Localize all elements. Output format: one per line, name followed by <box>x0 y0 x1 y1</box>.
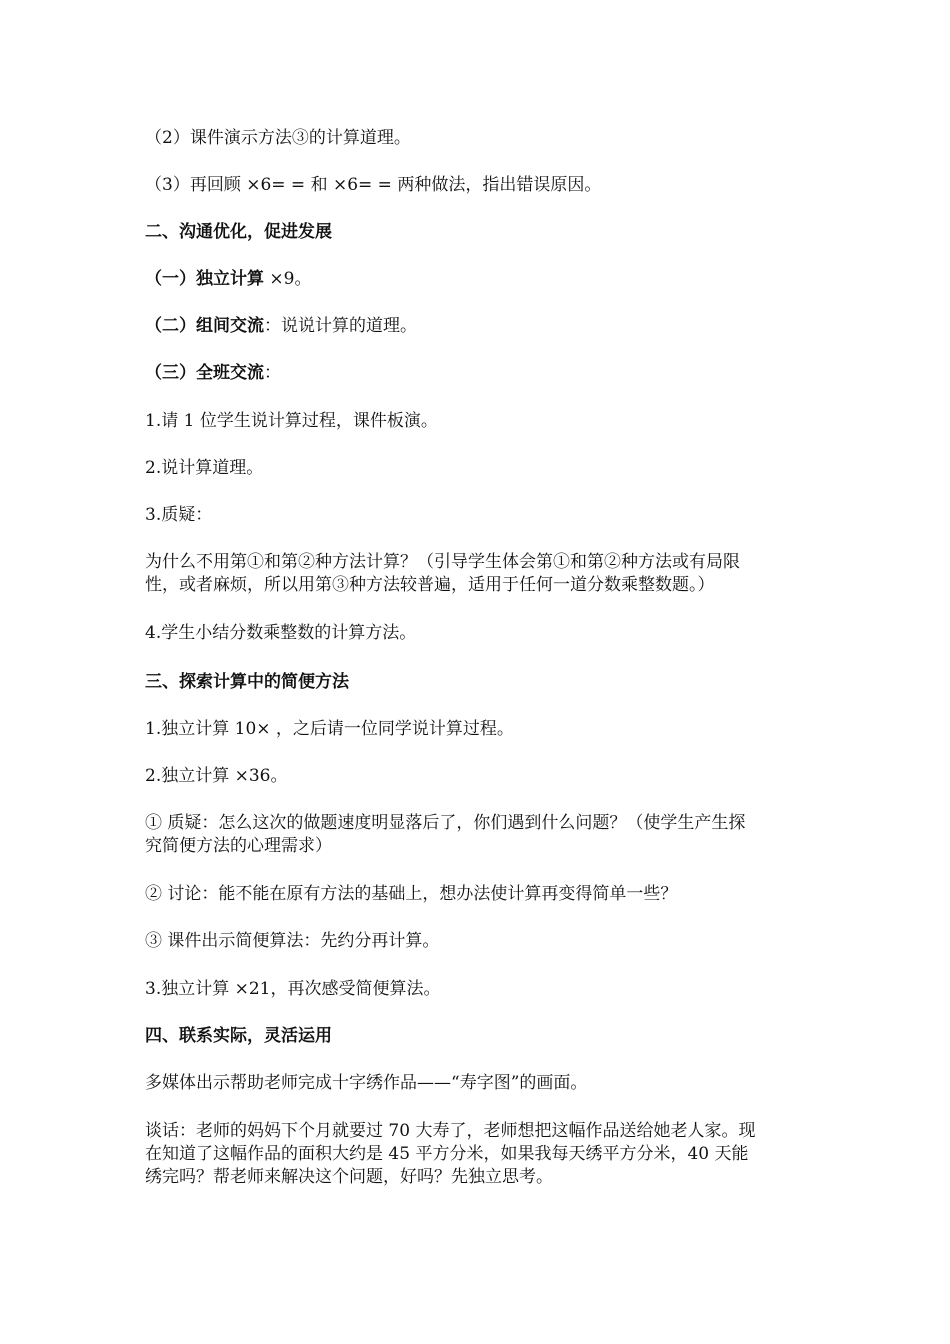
paragraph-explain-reason: 2.说计算道理。 <box>145 458 264 478</box>
question-speed-line-1: ① 质疑：怎么这次的做题速度明显落后了，你们遇到什么问题？（使学生产生探 <box>145 813 746 833</box>
conversation-line-2: 在知道了这幅作品的面积大约是 45 平方分米，如果我每天绣平方分米，40 天能 <box>145 1144 749 1164</box>
subheading-group-exchange: （二）组间交流 <box>145 316 264 336</box>
heading-section-2: 二、沟通优化，促进发展 <box>145 222 332 242</box>
paragraph-calc-21: 3.独立计算 ×21，再次感受简便算法。 <box>145 979 441 999</box>
why-not-methods-line-2: 性，或者麻烦，所以用第③种方法较普遍，适用于任何一道分数乘整数题。） <box>145 575 715 595</box>
conversation-line-1: 谈话：老师的妈妈下个月就要过 70 大寿了，老师想把这幅作品送给她老人家。现 <box>145 1121 756 1141</box>
heading-section-4: 四、联系实际，灵活运用 <box>145 1026 332 1046</box>
paragraph-question: 3.质疑： <box>145 505 213 525</box>
paragraph-calc-10: 1.独立计算 10× ，之后请一位同学说计算过程。 <box>145 719 514 739</box>
group-exchange-text: ：说说计算的道理。 <box>264 316 417 336</box>
conversation-line-3: 绣完吗？帮老师来解决这个问题，好吗？先独立思考。 <box>145 1167 553 1187</box>
paragraph-courseware-method-3: （2）课件演示方法③的计算道理。 <box>145 128 411 148</box>
question-speed-line-2: 究简便方法的心理需求） <box>145 836 332 856</box>
paragraph-independent-calc <box>145 268 815 291</box>
paragraph-class-exchange <box>145 362 815 385</box>
paragraph-why-not-methods <box>145 551 815 597</box>
independent-calc-text: ×9。 <box>264 269 312 289</box>
why-not-methods-line-1: 为什么不用第①和第②种方法计算？（引导学生体会第①和第②种方法或有局限 <box>145 552 740 572</box>
paragraph-student-explains: 1.请 1 位学生说计算过程，课件板演。 <box>145 411 438 431</box>
paragraph-discussion: ② 讨论：能不能在原有方法的基础上，想办法使计算再变得简单一些？ <box>145 884 678 904</box>
paragraph-conversation <box>145 1120 815 1189</box>
paragraph-multimedia: 多媒体出示帮助老师完成十字绣作品——“寿字图”的画面。 <box>145 1073 588 1093</box>
paragraph-summary: 4.学生小结分数乘整数的计算方法。 <box>145 623 417 643</box>
class-exchange-text: ： <box>264 363 281 383</box>
subheading-independent-calc: （一）独立计算 <box>145 269 264 289</box>
paragraph-calc-36: 2.独立计算 ×36。 <box>145 766 288 786</box>
paragraph-review-two-methods: （3）再回顾 ×6= = 和 ×6= = 两种做法，指出错误原因。 <box>145 175 602 195</box>
paragraph-group-exchange <box>145 315 815 338</box>
paragraph-simplified-method: ③ 课件出示简便算法：先约分再计算。 <box>145 931 440 951</box>
heading-section-3: 三、探索计算中的简便方法 <box>145 672 349 692</box>
subheading-class-exchange: （三）全班交流 <box>145 363 264 383</box>
paragraph-question-speed <box>145 812 815 858</box>
